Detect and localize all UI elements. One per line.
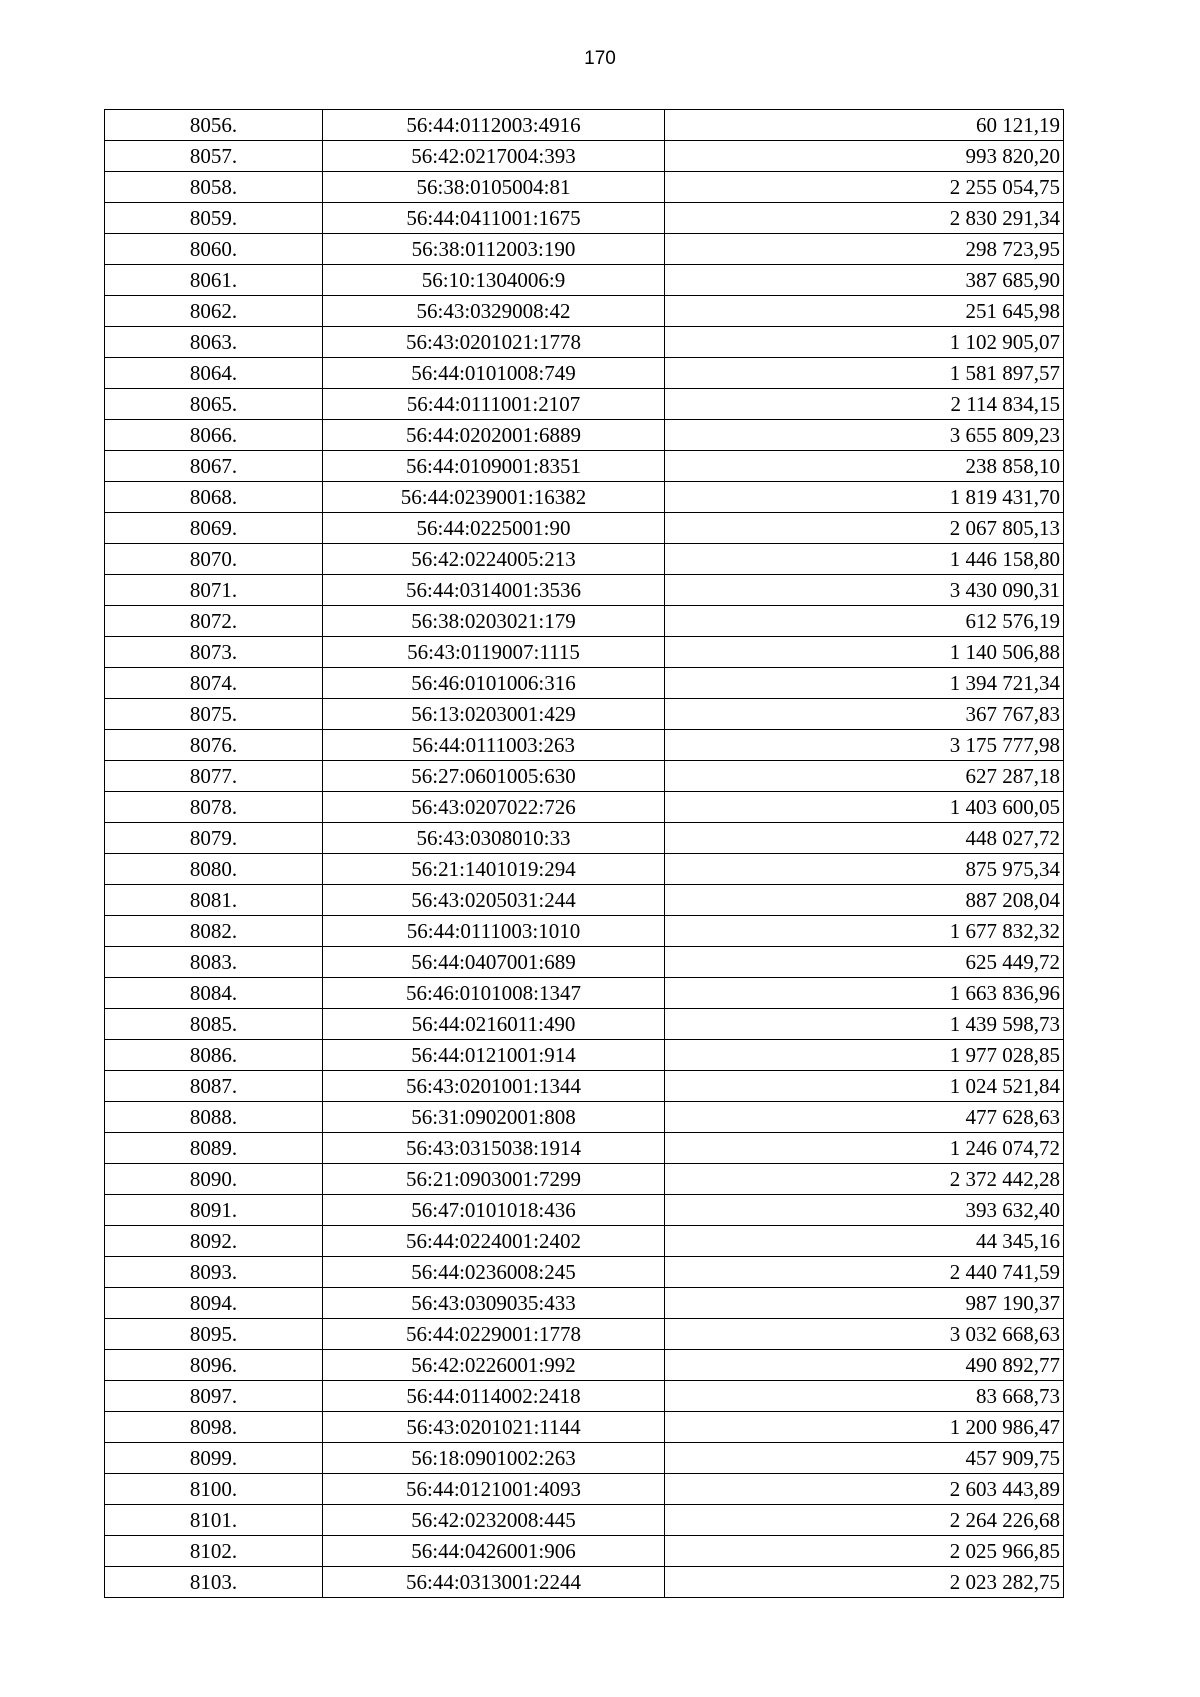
table-row bbox=[105, 110, 1064, 141]
row-number-cell: 8083. bbox=[105, 947, 323, 978]
page-number: 170 bbox=[584, 48, 616, 69]
table-row bbox=[105, 792, 1064, 823]
row-number-cell: 8097. bbox=[105, 1381, 323, 1412]
cadastral-number-cell: 56:44:0236008:245 bbox=[323, 1257, 665, 1288]
cadastral-number-cell: 56:44:0111003:263 bbox=[323, 730, 665, 761]
cadastral-number-cell: 56:21:1401019:294 bbox=[323, 854, 665, 885]
row-number-cell: 8057. bbox=[105, 141, 323, 172]
cadastral-number-cell: 56:44:0109001:8351 bbox=[323, 451, 665, 482]
cadastral-value-cell: 887 208,04 bbox=[665, 885, 1064, 916]
table-row bbox=[105, 730, 1064, 761]
cadastral-number-cell: 56:44:0407001:689 bbox=[323, 947, 665, 978]
cadastral-number-cell: 56:44:0411001:1675 bbox=[323, 203, 665, 234]
cadastral-value-cell: 251 645,98 bbox=[665, 296, 1064, 327]
cadastral-number-cell: 56:38:0112003:190 bbox=[323, 234, 665, 265]
table-row bbox=[105, 978, 1064, 1009]
cadastral-value-cell: 1 403 600,05 bbox=[665, 792, 1064, 823]
cadastral-number-cell: 56:42:0232008:445 bbox=[323, 1505, 665, 1536]
cadastral-value-cell: 627 287,18 bbox=[665, 761, 1064, 792]
table-row bbox=[105, 1536, 1064, 1567]
row-number-cell: 8078. bbox=[105, 792, 323, 823]
cadastral-value-cell: 2 603 443,89 bbox=[665, 1474, 1064, 1505]
table-row bbox=[105, 451, 1064, 482]
row-number-cell: 8073. bbox=[105, 637, 323, 668]
table-row bbox=[105, 1102, 1064, 1133]
cadastral-value-cell: 625 449,72 bbox=[665, 947, 1064, 978]
table-row bbox=[105, 203, 1064, 234]
table-row bbox=[105, 1567, 1064, 1598]
table-row bbox=[105, 1381, 1064, 1412]
row-number-cell: 8089. bbox=[105, 1133, 323, 1164]
cadastral-value-cell: 2 067 805,13 bbox=[665, 513, 1064, 544]
cadastral-number-cell: 56:10:1304006:9 bbox=[323, 265, 665, 296]
table-row bbox=[105, 1164, 1064, 1195]
table-row bbox=[105, 1474, 1064, 1505]
cadastral-value-cell: 1 394 721,34 bbox=[665, 668, 1064, 699]
row-number-cell: 8076. bbox=[105, 730, 323, 761]
row-number-cell: 8077. bbox=[105, 761, 323, 792]
cadastral-value-cell: 44 345,16 bbox=[665, 1226, 1064, 1257]
cadastral-number-cell: 56:43:0201001:1344 bbox=[323, 1071, 665, 1102]
table-row bbox=[105, 1040, 1064, 1071]
table-row bbox=[105, 141, 1064, 172]
cadastral-value-cell: 393 632,40 bbox=[665, 1195, 1064, 1226]
row-number-cell: 8082. bbox=[105, 916, 323, 947]
row-number-cell: 8086. bbox=[105, 1040, 323, 1071]
cadastral-value-cell: 1 977 028,85 bbox=[665, 1040, 1064, 1071]
table-row bbox=[105, 513, 1064, 544]
table-row bbox=[105, 296, 1064, 327]
row-number-cell: 8095. bbox=[105, 1319, 323, 1350]
table-row bbox=[105, 885, 1064, 916]
row-number-cell: 8103. bbox=[105, 1567, 323, 1598]
cadastral-number-cell: 56:43:0315038:1914 bbox=[323, 1133, 665, 1164]
cadastral-number-cell: 56:47:0101018:436 bbox=[323, 1195, 665, 1226]
cadastral-value-cell: 1 102 905,07 bbox=[665, 327, 1064, 358]
row-number-cell: 8096. bbox=[105, 1350, 323, 1381]
cadastral-value-cell: 993 820,20 bbox=[665, 141, 1064, 172]
table-row bbox=[105, 575, 1064, 606]
cadastral-value-cell: 477 628,63 bbox=[665, 1102, 1064, 1133]
table-row bbox=[105, 172, 1064, 203]
cadastral-number-cell: 56:42:0224005:213 bbox=[323, 544, 665, 575]
cadastral-number-cell: 56:44:0225001:90 bbox=[323, 513, 665, 544]
cadastral-value-cell: 1 663 836,96 bbox=[665, 978, 1064, 1009]
table-row bbox=[105, 1443, 1064, 1474]
cadastral-number-cell: 56:43:0309035:433 bbox=[323, 1288, 665, 1319]
cadastral-number-cell: 56:44:0202001:6889 bbox=[323, 420, 665, 451]
cadastral-number-cell: 56:44:0121001:914 bbox=[323, 1040, 665, 1071]
row-number-cell: 8069. bbox=[105, 513, 323, 544]
table-row bbox=[105, 1319, 1064, 1350]
cadastral-value-cell: 1 677 832,32 bbox=[665, 916, 1064, 947]
cadastral-number-cell: 56:43:0201021:1778 bbox=[323, 327, 665, 358]
row-number-cell: 8060. bbox=[105, 234, 323, 265]
cadastral-number-cell: 56:44:0112003:4916 bbox=[323, 110, 665, 141]
row-number-cell: 8056. bbox=[105, 110, 323, 141]
cadastral-value-cell: 2 440 741,59 bbox=[665, 1257, 1064, 1288]
table-row bbox=[105, 1412, 1064, 1443]
table-row bbox=[105, 823, 1064, 854]
row-number-cell: 8087. bbox=[105, 1071, 323, 1102]
cadastral-value-cell: 2 025 966,85 bbox=[665, 1536, 1064, 1567]
cadastral-number-cell: 56:44:0114002:2418 bbox=[323, 1381, 665, 1412]
table-row bbox=[105, 265, 1064, 296]
cadastral-value-cell: 60 121,19 bbox=[665, 110, 1064, 141]
cadastral-number-cell: 56:44:0229001:1778 bbox=[323, 1319, 665, 1350]
row-number-cell: 8059. bbox=[105, 203, 323, 234]
row-number-cell: 8058. bbox=[105, 172, 323, 203]
table-row bbox=[105, 916, 1064, 947]
cadastral-number-cell: 56:42:0217004:393 bbox=[323, 141, 665, 172]
row-number-cell: 8061. bbox=[105, 265, 323, 296]
cadastral-value-cell: 1 446 158,80 bbox=[665, 544, 1064, 575]
row-number-cell: 8062. bbox=[105, 296, 323, 327]
row-number-cell: 8074. bbox=[105, 668, 323, 699]
table-row bbox=[105, 947, 1064, 978]
row-number-cell: 8085. bbox=[105, 1009, 323, 1040]
cadastral-value-cell: 298 723,95 bbox=[665, 234, 1064, 265]
table-body bbox=[105, 110, 1064, 1598]
row-number-cell: 8066. bbox=[105, 420, 323, 451]
row-number-cell: 8093. bbox=[105, 1257, 323, 1288]
cadastral-value-cell: 367 767,83 bbox=[665, 699, 1064, 730]
cadastral-number-cell: 56:31:0902001:808 bbox=[323, 1102, 665, 1133]
cadastral-number-cell: 56:43:0329008:42 bbox=[323, 296, 665, 327]
table-row bbox=[105, 761, 1064, 792]
cadastral-value-cell: 612 576,19 bbox=[665, 606, 1064, 637]
table-row bbox=[105, 1009, 1064, 1040]
table-row bbox=[105, 1133, 1064, 1164]
row-number-cell: 8092. bbox=[105, 1226, 323, 1257]
table-row bbox=[105, 637, 1064, 668]
row-number-cell: 8063. bbox=[105, 327, 323, 358]
cadastral-number-cell: 56:44:0239001:16382 bbox=[323, 482, 665, 513]
cadastral-value-cell: 448 027,72 bbox=[665, 823, 1064, 854]
table-row bbox=[105, 668, 1064, 699]
row-number-cell: 8071. bbox=[105, 575, 323, 606]
row-number-cell: 8081. bbox=[105, 885, 323, 916]
cadastral-number-cell: 56:44:0426001:906 bbox=[323, 1536, 665, 1567]
cadastral-number-cell: 56:38:0203021:179 bbox=[323, 606, 665, 637]
row-number-cell: 8088. bbox=[105, 1102, 323, 1133]
cadastral-number-cell: 56:21:0903001:7299 bbox=[323, 1164, 665, 1195]
row-number-cell: 8101. bbox=[105, 1505, 323, 1536]
cadastral-number-cell: 56:44:0111001:2107 bbox=[323, 389, 665, 420]
row-number-cell: 8102. bbox=[105, 1536, 323, 1567]
cadastral-number-cell: 56:43:0207022:726 bbox=[323, 792, 665, 823]
table-row bbox=[105, 1195, 1064, 1226]
table-row bbox=[105, 699, 1064, 730]
cadastral-value-cell: 875 975,34 bbox=[665, 854, 1064, 885]
table-row bbox=[105, 1071, 1064, 1102]
table-row bbox=[105, 1288, 1064, 1319]
cadastral-value-cell: 457 909,75 bbox=[665, 1443, 1064, 1474]
cadastral-value-cell: 387 685,90 bbox=[665, 265, 1064, 296]
table-row bbox=[105, 606, 1064, 637]
cadastral-number-cell: 56:44:0121001:4093 bbox=[323, 1474, 665, 1505]
cadastral-value-cell: 2 255 054,75 bbox=[665, 172, 1064, 203]
cadastral-value-cell: 987 190,37 bbox=[665, 1288, 1064, 1319]
table-row bbox=[105, 1350, 1064, 1381]
cadastral-value-cell: 3 175 777,98 bbox=[665, 730, 1064, 761]
cadastral-number-cell: 56:46:0101006:316 bbox=[323, 668, 665, 699]
cadastral-value-cell: 2 372 442,28 bbox=[665, 1164, 1064, 1195]
row-number-cell: 8068. bbox=[105, 482, 323, 513]
cadastral-value-cell: 2 114 834,15 bbox=[665, 389, 1064, 420]
table-row bbox=[105, 420, 1064, 451]
cadastral-value-cell: 3 655 809,23 bbox=[665, 420, 1064, 451]
row-number-cell: 8072. bbox=[105, 606, 323, 637]
cadastral-number-cell: 56:43:0205031:244 bbox=[323, 885, 665, 916]
cadastral-value-cell: 1 024 521,84 bbox=[665, 1071, 1064, 1102]
row-number-cell: 8064. bbox=[105, 358, 323, 389]
cadastral-number-cell: 56:44:0111003:1010 bbox=[323, 916, 665, 947]
cadastral-number-cell: 56:43:0119007:1115 bbox=[323, 637, 665, 668]
cadastral-value-cell: 2 830 291,34 bbox=[665, 203, 1064, 234]
cadastral-number-cell: 56:44:0314001:3536 bbox=[323, 575, 665, 606]
cadastral-value-cell: 2 023 282,75 bbox=[665, 1567, 1064, 1598]
row-number-cell: 8065. bbox=[105, 389, 323, 420]
row-number-cell: 8094. bbox=[105, 1288, 323, 1319]
row-number-cell: 8099. bbox=[105, 1443, 323, 1474]
cadastral-number-cell: 56:43:0308010:33 bbox=[323, 823, 665, 854]
cadastral-number-cell: 56:42:0226001:992 bbox=[323, 1350, 665, 1381]
table-row bbox=[105, 358, 1064, 389]
cadastral-value-cell: 490 892,77 bbox=[665, 1350, 1064, 1381]
row-number-cell: 8075. bbox=[105, 699, 323, 730]
cadastral-number-cell: 56:13:0203001:429 bbox=[323, 699, 665, 730]
row-number-cell: 8100. bbox=[105, 1474, 323, 1505]
table-row bbox=[105, 544, 1064, 575]
table-row bbox=[105, 482, 1064, 513]
cadastral-value-table bbox=[104, 109, 1064, 1598]
cadastral-number-cell: 56:18:0901002:263 bbox=[323, 1443, 665, 1474]
cadastral-value-cell: 238 858,10 bbox=[665, 451, 1064, 482]
table-row bbox=[105, 327, 1064, 358]
row-number-cell: 8067. bbox=[105, 451, 323, 482]
cadastral-number-cell: 56:44:0216011:490 bbox=[323, 1009, 665, 1040]
cadastral-number-cell: 56:44:0224001:2402 bbox=[323, 1226, 665, 1257]
cadastral-number-cell: 56:43:0201021:1144 bbox=[323, 1412, 665, 1443]
table-row bbox=[105, 234, 1064, 265]
cadastral-number-cell: 56:27:0601005:630 bbox=[323, 761, 665, 792]
row-number-cell: 8080. bbox=[105, 854, 323, 885]
row-number-cell: 8090. bbox=[105, 1164, 323, 1195]
cadastral-value-cell: 3 032 668,63 bbox=[665, 1319, 1064, 1350]
cadastral-value-cell: 1 140 506,88 bbox=[665, 637, 1064, 668]
cadastral-number-cell: 56:44:0313001:2244 bbox=[323, 1567, 665, 1598]
row-number-cell: 8079. bbox=[105, 823, 323, 854]
table-row bbox=[105, 854, 1064, 885]
cadastral-number-cell: 56:44:0101008:749 bbox=[323, 358, 665, 389]
row-number-cell: 8070. bbox=[105, 544, 323, 575]
row-number-cell: 8091. bbox=[105, 1195, 323, 1226]
cadastral-number-cell: 56:38:0105004:81 bbox=[323, 172, 665, 203]
table-row bbox=[105, 1505, 1064, 1536]
table-row bbox=[105, 1257, 1064, 1288]
cadastral-value-cell: 83 668,73 bbox=[665, 1381, 1064, 1412]
cadastral-value-cell: 1 819 431,70 bbox=[665, 482, 1064, 513]
table-row bbox=[105, 1226, 1064, 1257]
row-number-cell: 8084. bbox=[105, 978, 323, 1009]
row-number-cell: 8098. bbox=[105, 1412, 323, 1443]
cadastral-number-cell: 56:46:0101008:1347 bbox=[323, 978, 665, 1009]
table-row bbox=[105, 389, 1064, 420]
cadastral-value-cell: 1 439 598,73 bbox=[665, 1009, 1064, 1040]
cadastral-value-cell: 3 430 090,31 bbox=[665, 575, 1064, 606]
cadastral-value-cell: 2 264 226,68 bbox=[665, 1505, 1064, 1536]
cadastral-value-cell: 1 581 897,57 bbox=[665, 358, 1064, 389]
cadastral-value-cell: 1 246 074,72 bbox=[665, 1133, 1064, 1164]
cadastral-value-cell: 1 200 986,47 bbox=[665, 1412, 1064, 1443]
